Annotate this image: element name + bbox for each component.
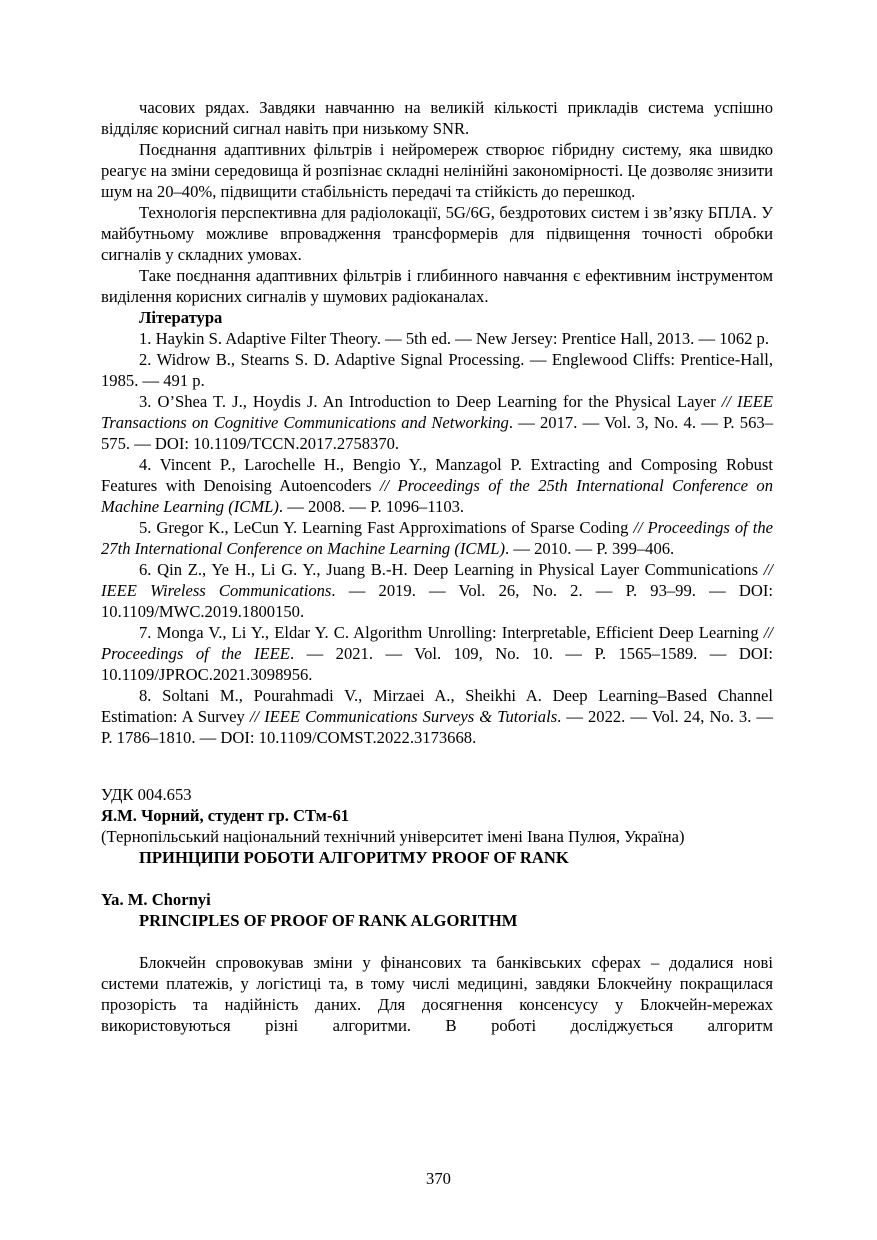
reference-text: 5. Gregor K., LeCun Y. Learning Fast Approximations of Sparse Coding: [139, 518, 634, 537]
udc-code: УДК 004.653: [101, 785, 192, 804]
reference-item: [101, 622, 773, 685]
reference-source: // Proceedings of the IEEE: [101, 623, 773, 663]
reference-item: [101, 559, 773, 622]
body-paragraph: Технологія перспективна для радіолокації, 5G/6G, бездротових систем і зв’язку БПЛА. У майбутньому можливе впровадження трансформерів для підвищення точності обробки сигналів у складних умовах.: [101, 203, 773, 264]
body-paragraph: Поєднання адаптивних фільтрів і нейромереж створює гібридну систему, яка швидко реагує на зміни середовища й розпізнає складні нелінійні закономірності. Це дозволяє знизити шум на 20–40%, підвищити стабільність передачі та стійкість до перешкод.: [101, 140, 773, 201]
article-title-uk: ПРИНЦИПИ РОБОТИ АЛГОРИТМУ PROOF OF RANK: [139, 848, 569, 867]
reference-text: 7. Monga V., Li Y., Eldar Y. C. Algorithm Unrolling: Interpretable, Efficient Deep Learning: [139, 623, 764, 642]
reference-source: // IEEE Transactions on Cognitive Communications and Networking: [101, 392, 773, 432]
reference-item: [101, 349, 773, 391]
reference-text: . — 2010. — P. 399–406.: [505, 539, 675, 558]
reference-text: . — 2017. — Vol. 3, No. 4. — P. 563–575. — DOI: 10.1109/TCCN.2017.2758370.: [101, 413, 773, 453]
reference-text: . — 2008. — P. 1096–1103.: [278, 497, 465, 516]
reference-item: [101, 391, 773, 454]
reference-item: [101, 328, 773, 349]
author-uk: Я.М. Чорний, студент гр. СТм-61: [101, 806, 350, 825]
reference-text: 8. Soltani M., Pourahmadi V., Mirzaei A., Sheikhi A. Deep Learning–Based Channel Estimation: A Survey: [101, 686, 773, 726]
next-article-header: [101, 784, 773, 847]
reference-text: . — 2021. — Vol. 109, No. 10. — P. 1565–1589. — DOI: 10.1109/JPROC.2021.3098956.: [101, 644, 773, 684]
reference-source: // IEEE Communications Surveys & Tutorials: [249, 707, 558, 726]
references-heading: Література: [139, 308, 223, 327]
reference-source: // Proceedings of the 27th International Conference on Machine Learning (ICML): [101, 518, 773, 558]
intro-paragraph: Блокчейн спровокував зміни у фінансових та банківських сферах – додалися нові системи платежів, у логістиці та, в тому числі медицині, завдяки Блокчейну покращилася прозорість та надійність даних. Для досягнення консенсусу у Блокчейн-мережах використовуються різні алгоритми. В роботі досліджується алгоритм: [101, 953, 773, 1035]
reference-text: . — 2022. — Vol. 24, No. 3. — P. 1786–1810. — DOI: 10.1109/COMST.2022.3173668.: [101, 707, 774, 747]
reference-text: 1. Haykin S. Adaptive Filter Theory. — 5th ed. — New Jersey: Prentice Hall, 2013. — 1062 p.: [139, 329, 770, 348]
reference-item: [101, 454, 773, 517]
body-paragraph-continuation: часових рядах. Завдяки навчанню на великій кількості прикладів система успішно відділяє корисний сигнал навіть при низькому SNR.: [101, 98, 773, 138]
reference-text: . — 2019. — Vol. 26, No. 2. — P. 93–99. — DOI: 10.1109/MWC.2019.1800150.: [101, 581, 773, 621]
reference-text: 2. Widrow B., Stearns S. D. Adaptive Signal Processing. — Englewood Cliffs: Prentice-Hall, 1985. — 491 p.: [101, 350, 773, 390]
reference-source: // Proceedings of the 25th International Conference on Machine Learning (ICML): [101, 476, 773, 516]
reference-text: 4. Vincent P., Larochelle H., Bengio Y., Manzagol P. Extracting and Composing Robust Features with Denoising Autoencoders: [101, 455, 773, 495]
article-title-en: PRINCIPLES OF PROOF OF RANK ALGORITHM: [139, 911, 518, 930]
body-paragraph: Таке поєднання адаптивних фільтрів і глибинного навчання є ефективним інструментом виділення корисних сигналів у шумових радіоканалах.: [101, 266, 773, 306]
affiliation: (Тернопільський національний технічний університет імені Івана Пулюя, Україна): [101, 827, 685, 846]
author-en: Ya. M. Chornyi: [101, 890, 211, 909]
reference-source: // IEEE Wireless Communications: [101, 560, 773, 600]
reference-item: [101, 685, 773, 748]
reference-text: 3. O’Shea T. J., Hoydis J. An Introduction to Deep Learning for the Physical Layer: [139, 392, 722, 411]
page-number: 370: [426, 1169, 451, 1188]
reference-item: [101, 517, 773, 559]
reference-text: 6. Qin Z., Ye H., Li G. Y., Juang B.-H. Deep Learning in Physical Layer Communications: [139, 560, 764, 579]
